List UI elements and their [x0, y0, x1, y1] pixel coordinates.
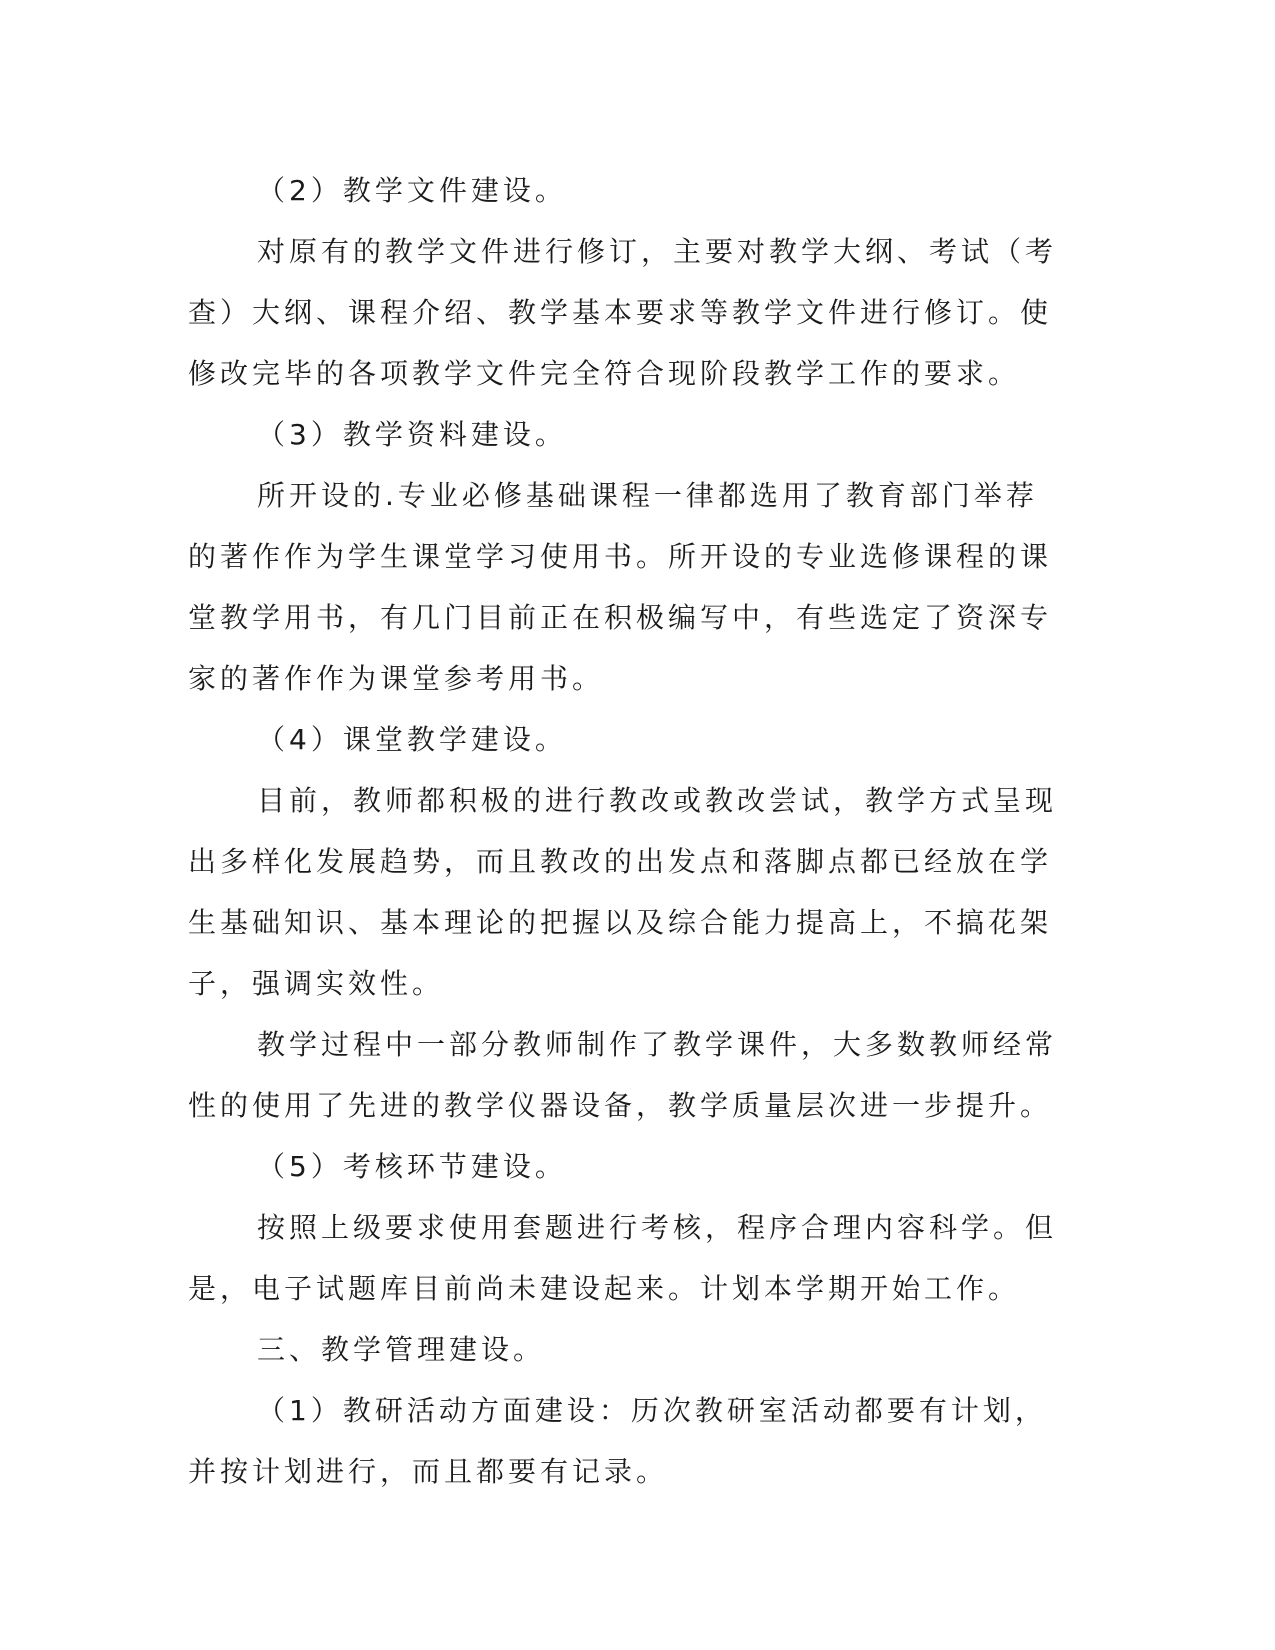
section-heading-teaching-materials: （3）教学资料建设。	[257, 418, 567, 451]
paragraph-classroom-teaching-reform: 目前，教师都积极的进行教改或教改尝试，教学方式呈现出多样化发展趋势，而且教改的出发点和落脚点都已经放在学生基础知识、基本理论的把握以及综合能力提高上，不搞花架子，强调实效性。	[188, 784, 1058, 1000]
section-heading-teaching-management: 三、教学管理建设。	[257, 1333, 546, 1366]
paragraph-assessment: 按照上级要求使用套题进行考核，程序合理内容科学。但是，电子试题库目前尚未建设起来。计划本学期开始工作。	[188, 1211, 1058, 1305]
paragraph-teaching-materials: 所开设的.专业必修基础课程一律都选用了教育部门举荐的著作作为学生课堂学习使用书。所开设的专业选修课程的课堂教学用书，有几门目前正在积极编写中，有些选定了资深专家的著作作为课堂参考用书。	[188, 479, 1053, 695]
section-heading-classroom-teaching: （4）课堂教学建设。	[257, 723, 567, 756]
paragraph-classroom-teaching-courseware: 教学过程中一部分教师制作了教学课件，大多数教师经常性的使用了先进的教学仪器设备，教学质量层次进一步提升。	[188, 1028, 1058, 1122]
section-heading-teaching-documents: （2）教学文件建设。	[257, 174, 567, 207]
paragraph-teaching-research: （1）教研活动方面建设：历次教研室活动都要有计划，并按计划进行，而且都要有记录。	[188, 1394, 1047, 1488]
paragraph-teaching-documents: 对原有的教学文件进行修订，主要对教学大纲、考试（考查）大纲、课程介绍、教学基本要求等教学文件进行修订。使修改完毕的各项教学文件完全符合现阶段教学工作的要求。	[188, 235, 1058, 390]
document-body	[188, 160, 1068, 1502]
section-heading-assessment: （5）考核环节建设。	[257, 1150, 567, 1183]
